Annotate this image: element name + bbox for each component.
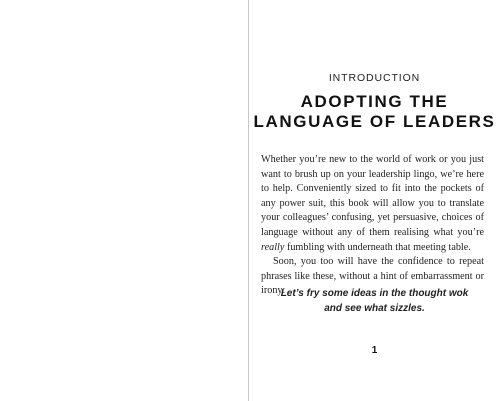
paragraph-1-text-end: fumbling with underneath that meeting table. xyxy=(284,241,471,253)
pull-quote xyxy=(249,286,500,316)
body-text xyxy=(261,153,484,299)
section-label: INTRODUCTION xyxy=(328,72,421,84)
paragraph-1 xyxy=(261,153,484,255)
chapter-title xyxy=(249,92,500,132)
paragraph-1-emphasis: really xyxy=(261,241,285,253)
chapter-title-line-2: LANGUAGE OF LEADERS xyxy=(253,112,496,131)
pull-quote-line-1: Let’s fry some ideas in the thought wok xyxy=(280,288,469,299)
left-page xyxy=(0,0,248,401)
right-page xyxy=(249,0,500,401)
paragraph-2: Soon, you too will have the confidence to repeat phrases like these, without a hint of embarrassment or irony: xyxy=(261,256,484,297)
pull-quote-line-2: and see what sizzles. xyxy=(324,303,425,314)
paragraph-1-text: Whether you’re new to the world of work or you just want to brush up on your leadership lingo, we’re here to help. Conveniently sized to fit into the pockets of any power suit, this book will allow you to translate your colleagues’ confusing, yet persuasive, choices of language without any of them realising what you’re xyxy=(261,154,484,238)
page-number: 1 xyxy=(371,345,378,356)
chapter-title-line-1: ADOPTING THE xyxy=(300,92,449,111)
